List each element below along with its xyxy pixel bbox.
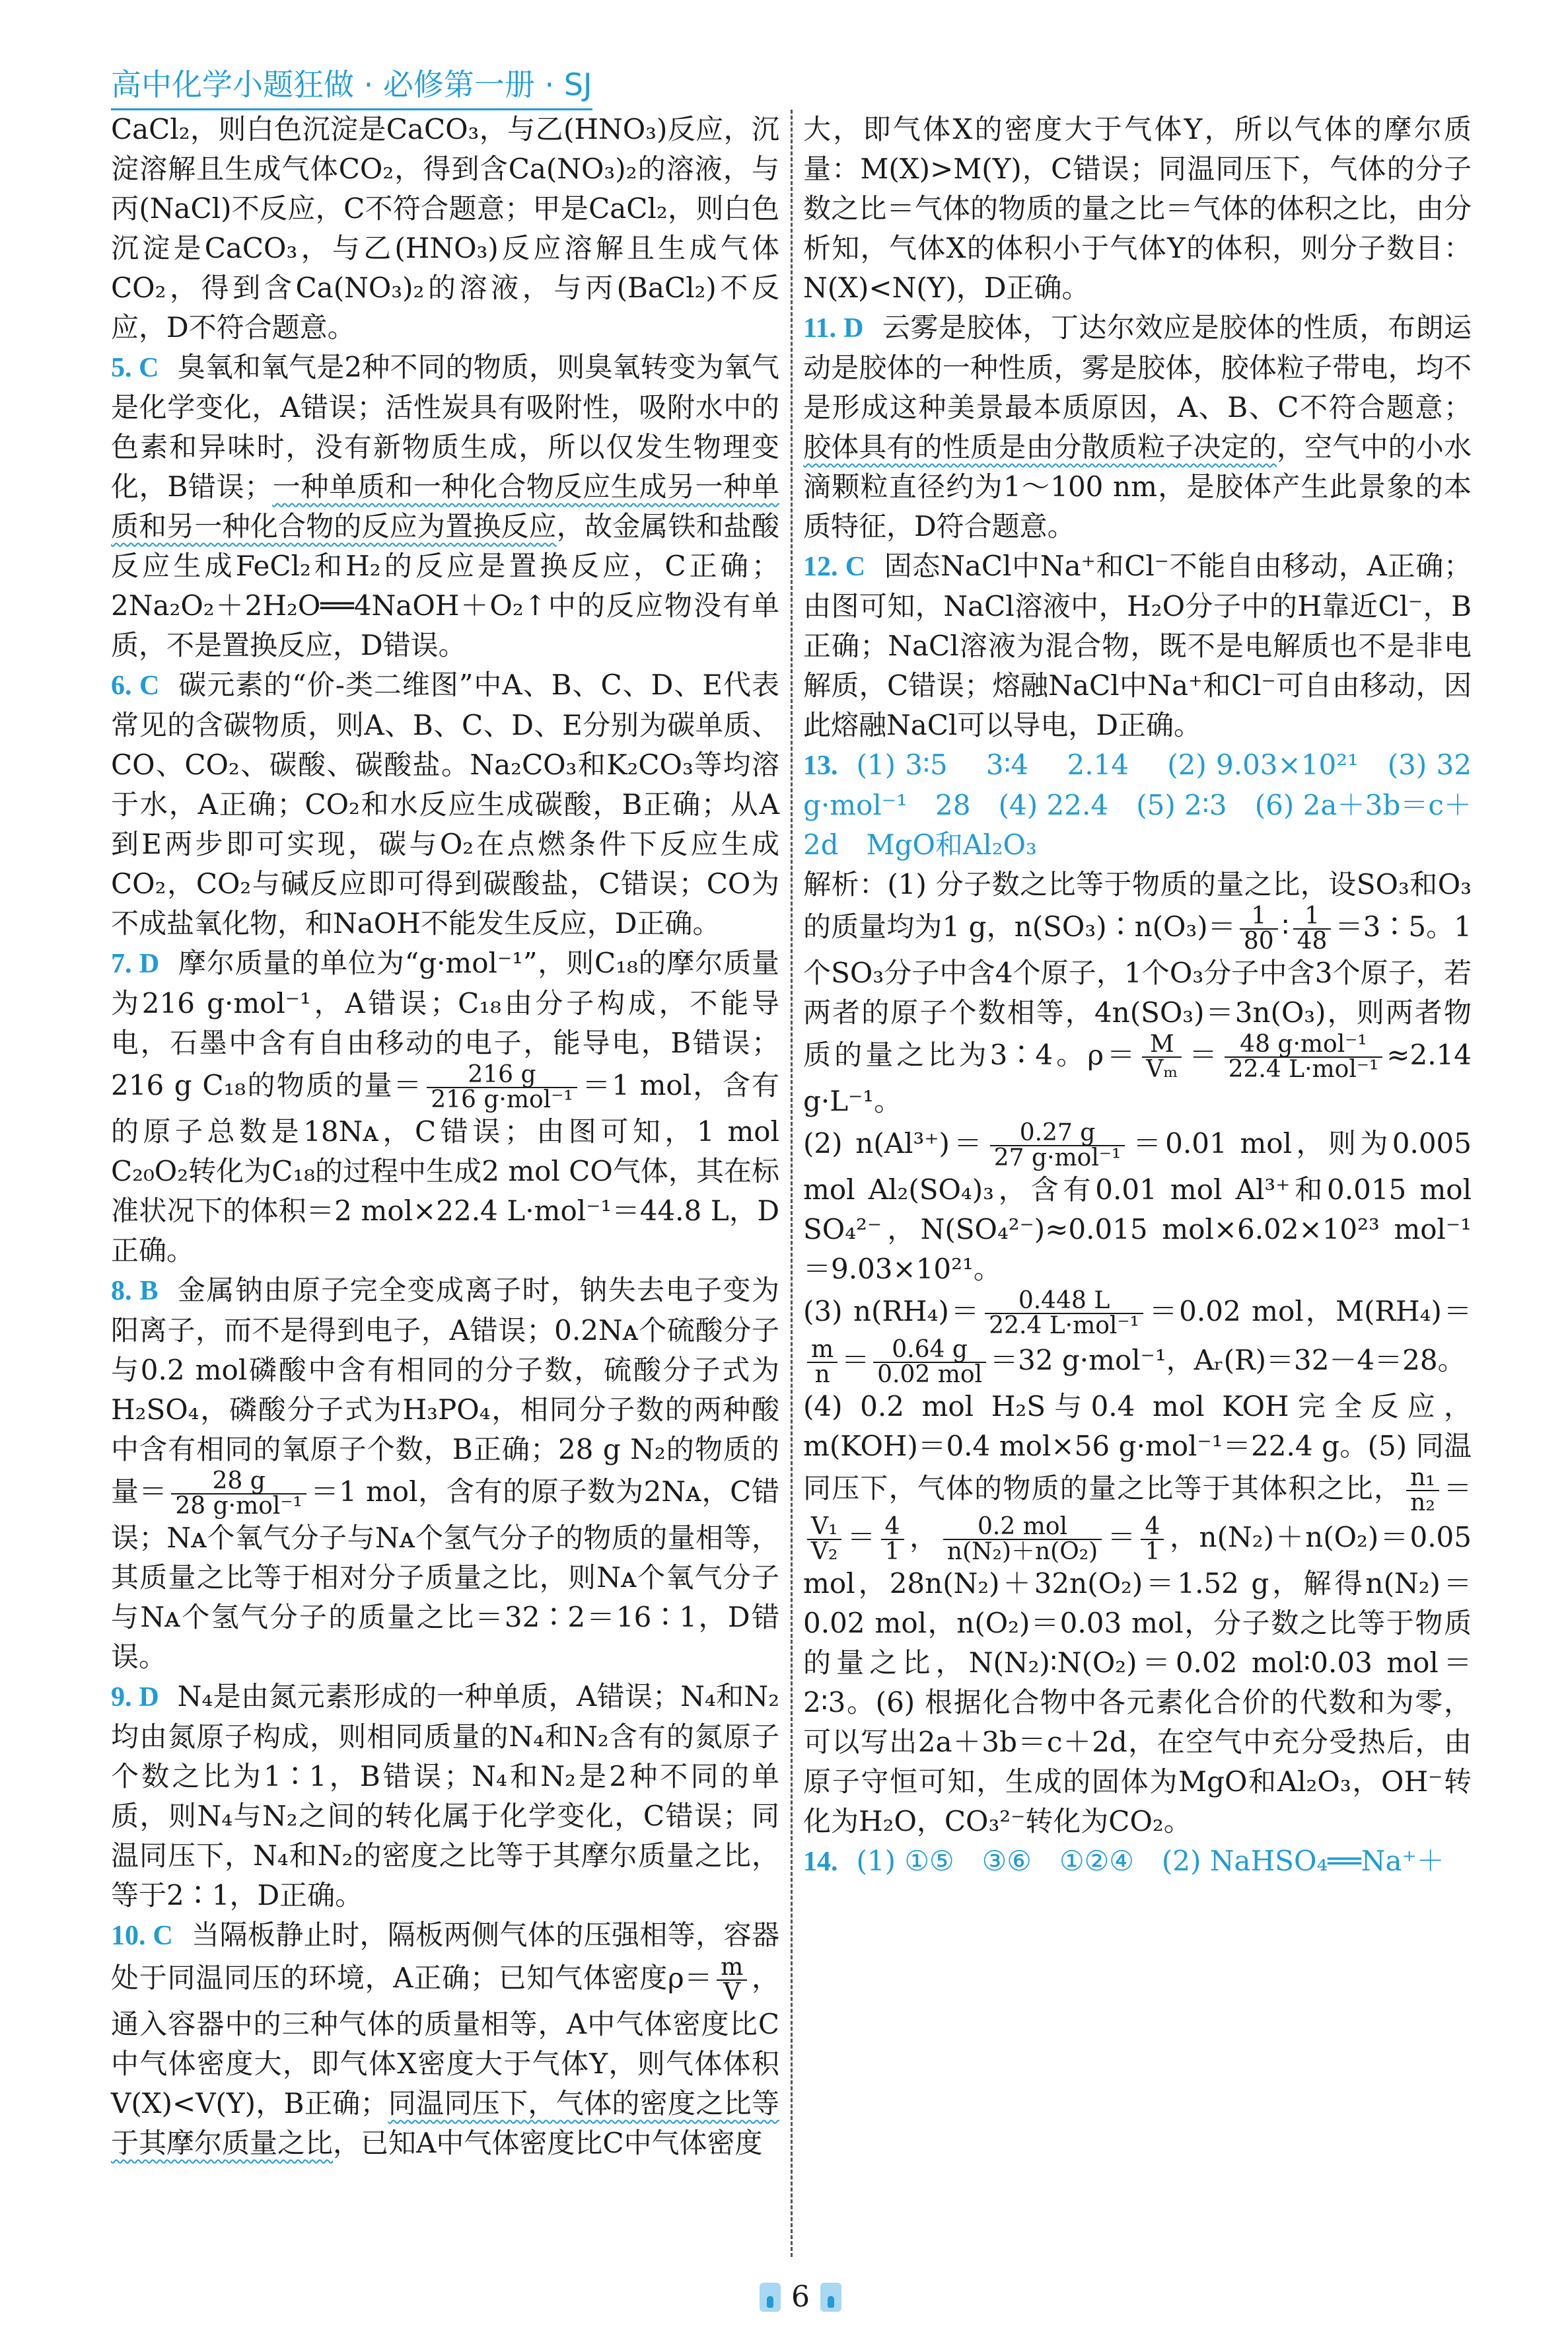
text-run: ，故金属铁和盐酸反应生成FeCl₂和H₂的反应是置换反应，C正确；2Na₂O₂＋2H₂O══4NaOH＋O₂↑中的反应物没有单质，不是置换反应，D错误。 [111,510,779,661]
text-run: 大，即气体X的密度大于气体Y，所以气体的摩尔质量：M(X)>M(Y)，C错误；同温同压下，气体的分子数之比＝气体的物质的量之比＝气体的体积之比，由分析知，气体X的体积小于气体Y的体积，则分子数目：N(X)<N(Y)，D正确。 [803,113,1472,304]
page-footer [760,2281,841,2314]
numerator: 0.448 L [985,1289,1143,1314]
fraction [1406,1466,1439,1515]
denominator: n(N₂)＋n(O₂) [946,1538,1098,1565]
numerator: 1 [1240,904,1278,930]
denominator: n [814,1361,830,1388]
numerator: 4 [1141,1515,1164,1540]
question-number: 13. [803,751,838,781]
key-point-underline: 胶体具有的性质是由分散质粒子决定的 [803,431,1277,463]
explanation-paragraph [803,865,1472,1121]
explanation-paragraph [111,1271,779,1677]
text-run: CaCl₂，则白色沉淀是CaCO₃，与乙(HNO₃)反应，沉淀溶解且生成气体CO₂，得到含Ca(NO₃)₂的溶液，与丙(NaCl)不反应，C不符合题意；甲是CaCl₂，则白色沉淀是CaCO₃，与乙(HNO₃)反应溶解且生成气体CO₂，得到含Ca(NO₃)₂的溶液，与丙(BaCl₂)不反应，D不符合题意。 [111,113,779,344]
text-run: ＝1 mol，含有的原子数为2Nᴀ，C错误；Nᴀ个氧气分子与Nᴀ个氢气分子的物质的量相等，其质量之比等于相对分子质量之比，则Nᴀ个氧气分子与Nᴀ个氢气分子的质量之比＝32∶2＝16∶1，D错误。 [111,1475,779,1673]
numerator: 216 g [427,1063,577,1088]
denominator: 0.02 mol [877,1361,983,1388]
denominator: 216 g·mol⁻¹ [431,1086,573,1113]
question-number: 8. B [111,1276,159,1306]
fraction [943,1515,1102,1564]
numerator: 28 g [171,1469,306,1495]
fraction [807,1515,841,1564]
text-run: ＝0.02 mol，M(RH₄)＝ [1147,1295,1472,1327]
key-point-underline: 一种单质和一种化合物反应生成另一种单质和另一种化合物的反应为置换反应 [111,470,779,542]
fraction [717,1956,747,2005]
denominator: 22.4 L·mol⁻¹ [989,1312,1139,1339]
text-run: ＝ [1186,1039,1221,1071]
text-run: ， [908,1521,939,1553]
text-run: ＝ [845,1521,877,1553]
question-number: 10. C [111,1921,173,1951]
fraction [881,1515,904,1564]
text-run: ＝1 mol，含有的原子总数是18Nᴀ，C错误；由图可知，1 mol C₂₀O₂转化为C₁₈的过程中生成2 mol CO气体，其在标准状况下的体积＝2 mol×22.4 L·mol⁻¹＝44.8 L，D正确。 [111,1069,780,1267]
question-number: 12. C [803,552,866,582]
explanation-paragraph [111,1915,779,2163]
numerator: 0.64 g [873,1338,986,1363]
numerator: 4 [881,1515,904,1540]
answer-paragraph [803,745,1472,865]
denominator: 28 g·mol⁻¹ [175,1493,303,1520]
page-number: 6 [791,2280,810,2314]
text-run: ，空气中的小水滴颗粒直径约为1～100 nm，是胶体产生此景象的本质特征，D符合题意。 [803,431,1472,542]
numerator: 0.27 g [990,1121,1125,1146]
denominator: 1 [884,1538,900,1565]
fraction [1293,904,1332,953]
explanation-paragraph [111,1677,779,1915]
numerator: m [717,1956,747,1981]
fraction [807,1338,837,1387]
text-run: ＝0.01 mol，则为0.005 mol Al₂(SO₄)₃，含有0.01 mol Al³⁺和0.015 mol SO₄²⁻，N(SO₄²⁻)≈0.015 mol×6.02×10²³ mol⁻¹＝9.03×10²¹。 [803,1127,1472,1285]
text-run: 解析：(1) 分子数之比等于物质的量之比，设SO₃和O₃的质量均为1 g，n(SO₃)∶n(O₃)＝ [803,868,1472,943]
question-number: 6. C [111,671,160,701]
question-number: 5. C [111,353,159,383]
numerator: 48 g·mol⁻¹ [1225,1033,1383,1058]
numerator: m [807,1338,837,1363]
left-column [111,110,779,2163]
text-run: (1) ①⑤ ③⑥ ①②④ (2) NaHSO₄══Na⁺＋ [856,1845,1444,1877]
flask-icon [760,2283,781,2312]
text-run: (2) n(Al³⁺)＝ [803,1127,986,1160]
text-run: (4) 0.2 mol H₂S与0.4 mol KOH完全反应，m(KOH)＝0.4 mol×56 g·mol⁻¹＝22.4 g。(5) 同温同压下，气体的物质的量之比等于其体积之比， [803,1390,1472,1504]
fraction [1142,1033,1182,1082]
text-run: (3) n(RH₄)＝ [803,1295,981,1327]
explanation-paragraph [111,348,779,665]
question-number: 11. D [803,313,864,344]
text-run: ＝3∶5。1个SO₃分子中含4个原子，1个O₃分子中含3个原子，若两者的原子个数相等，4n(SO₃)＝3n(O₃)，则两者物质的量之比为3∶4。ρ＝ [803,910,1472,1071]
fraction [1225,1033,1383,1082]
text-run: 当隔板静止时，隔板两侧气体的压强相等，容器处于同温同压的环境，A正确；已知气体密度ρ＝ [111,1919,779,1994]
running-header: 高中化学小题狂做 · 必修第一册 · SJ [111,61,592,110]
denominator: 27 g·mol⁻¹ [993,1144,1122,1171]
denominator: 80 [1243,928,1274,955]
text-run: 固态NaCl中Na⁺和Cl⁻不能自由移动，A正确；由图可知，NaCl溶液中，H₂O分子中的H靠近Cl⁻，B正确；NaCl溶液为混合物，既不是电解质也不是非电解质，C错误；熔融NaCl中Na⁺和Cl⁻可自由移动，因此熔融NaCl可以导电，D正确。 [803,550,1472,741]
text-run: 碳元素的“价-类二维图”中A、B、C、D、E代表常见的含碳物质，则A、B、C、D、E分别为碳单质、CO、CO₂、碳酸、碳酸盐。Na₂CO₃和K₂CO₃等均溶于水，A正确；CO₂和水反应生成碳酸，B正确；从A到E两步即可实现，碳与O₂在点燃条件下反应生成CO₂，CO₂与碱反应即可得到碳酸盐，C错误；CO为不成盐氧化物，和NaOH不能发生反应，D正确。 [111,669,779,940]
text-run: 摩尔质量的单位为“g·mol⁻¹”，则C₁₈的摩尔质量为216 g·mol⁻¹，A错误；C₁₈由分子构成，不能导电，石墨中含有自由移动的电子，能导电，B错误；216 g C₁₈的物质的量＝ [111,947,779,1101]
denominator: V [723,1979,741,2006]
fraction [985,1289,1143,1338]
denominator: 22.4 L·mol⁻¹ [1228,1056,1379,1083]
fraction [990,1121,1125,1170]
text-run: ∶ [1281,910,1289,943]
text-run: ，已知A中气体密度比C中气体密度 [333,2127,763,2159]
text-run: ，n(N₂)＋n(O₂)＝0.05 mol，28n(N₂)＋32n(O₂)＝1.52 g，解得n(N₂)＝0.02 mol，n(O₂)＝0.03 mol，分子数之比等于物质的量之比，N(N₂)∶N(O₂)＝0.02 mol∶0.03 mol＝2∶3。(6) 根据化合物中各元素化合价的代数和为零，可以写出2a＋3b＝c＋2d，在空气中充分受热后，由原子守恒可知，生成的固体为MgO和Al₂O₃，OH⁻转化为H₂O，CO₃²⁻转化为CO₂。 [803,1521,1472,1837]
explanation-paragraph [803,308,1472,546]
text-run: 金属钠由原子完全变成离子时，钠失去电子变为阳离子，而不是得到电子，A错误；0.2Nᴀ个硫酸分子与0.2 mol磷酸中含有相同的分子数，硫酸分子式为H₂SO₄，磷酸分子式为H₃PO₄，相同分子数的两种酸中含有相同的氧原子个数，B正确；28 g N₂的物质的量＝ [111,1274,779,1508]
key-point-underline: 同温同压下，气体的密度之比等于其摩尔质量之比 [111,2087,779,2159]
answer-paragraph [803,1841,1472,1882]
right-column [803,110,1472,1882]
text-run: ＝32 g·mol⁻¹，Aᵣ(R)＝32－4＝28。 [990,1344,1466,1376]
denominator: 48 [1297,928,1328,955]
numerator: V₁ [807,1515,841,1540]
text-run: ＝ [1443,1472,1472,1504]
fraction [1141,1515,1164,1564]
numerator: 0.2 mol [943,1515,1102,1540]
explanation-paragraph [803,110,1472,308]
text-run: ，通入容器中的三种气体的质量相等，A中气体密度比C中气体密度大，即气体X密度大于气体Y，则气体体积V(X)<V(Y)，B正确； [111,1962,779,2120]
fraction [873,1338,986,1387]
fraction [171,1469,306,1518]
text-run: ＝ [841,1344,870,1376]
numerator: M [1142,1033,1182,1058]
explanation-paragraph [803,546,1472,745]
question-number: 9. D [111,1682,159,1713]
numerator: 1 [1293,904,1332,930]
text-run: 云雾是胶体，丁达尔效应是胶体的性质，布朗运动是胶体的一种性质，雾是胶体，胶体粒子带电，均不是形成这种美景最本质原因，A、B、C不符合题意； [803,311,1472,424]
flask-icon [820,2283,841,2312]
question-number: 7. D [111,949,160,979]
denominator: 1 [1145,1538,1160,1565]
question-number: 14. [803,1847,838,1877]
explanation-paragraph [111,943,779,1271]
denominator: n₂ [1410,1489,1435,1516]
explanation-paragraph [803,1387,1472,1841]
explanation-paragraph [803,1289,1472,1387]
numerator: n₁ [1406,1466,1439,1491]
explanation-paragraph [803,1121,1472,1289]
denominator: V₂ [811,1538,838,1565]
text-run: ≈2.14 g·L⁻¹。 [803,1039,1472,1117]
text-run: 臭氧和氧气是2种不同的物质，则臭氧转变为氧气是化学变化，A错误；活性炭具有吸附性，吸附水中的色素和异味时，没有新物质生成，所以仅发生物理变化，B错误； [111,351,779,503]
text-run: (1) 3∶5 3∶4 2.14 (2) 9.03×10²¹ (3) 32 g·mol⁻¹ 28 (4) 22.4 (5) 2∶3 (6) 2a＋3b＝c＋2d MgO和Al₂O₃ [803,749,1472,861]
denominator: Vₘ [1146,1056,1178,1083]
column-divider [791,110,793,2257]
text-run: ＝ [1106,1521,1137,1553]
fraction [427,1063,577,1112]
text-run: N₄是由氮元素形成的一种单质，A错误；N₄和N₂均由氮原子构成，则相同质量的N₄和N₂含有的氮原子个数之比为1∶1，B错误；N₄和N₂是2种不同的单质，则N₄与N₂之间的转化属于化学变化，C错误；同温同压下，N₄和N₂的密度之比等于其摩尔质量之比，等于2∶1，D正确。 [111,1680,779,1911]
fraction [1240,904,1278,953]
explanation-paragraph [111,665,779,943]
explanation-paragraph [111,110,779,348]
